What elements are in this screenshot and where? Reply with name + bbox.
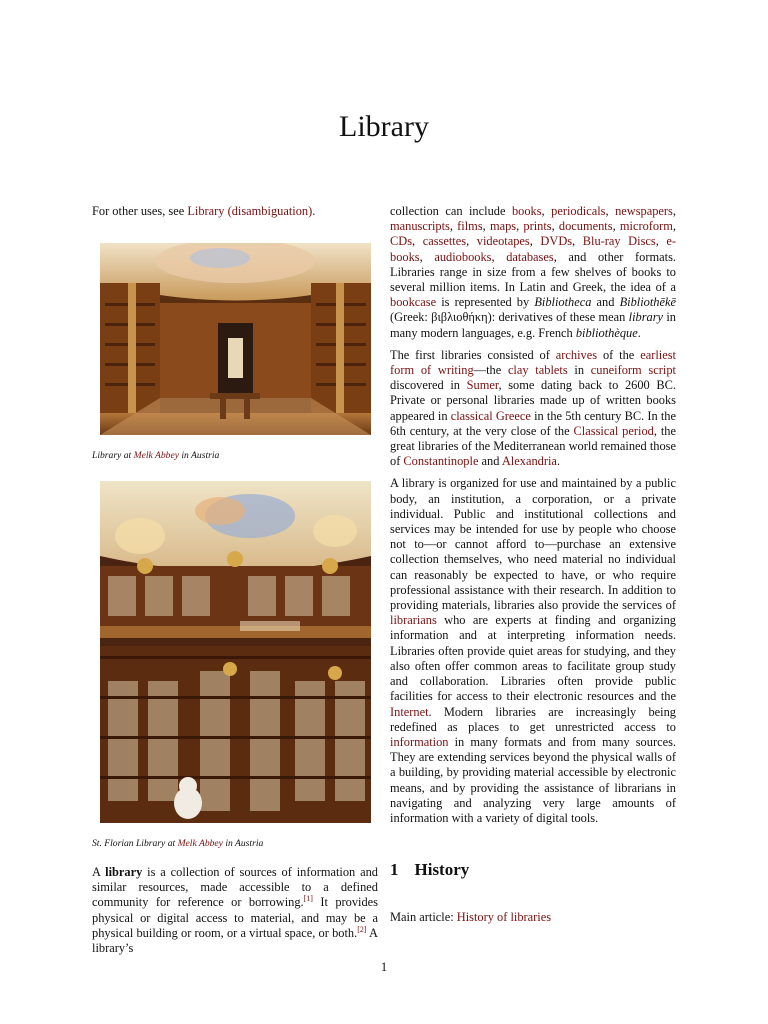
link-sumer[interactable]: Sumer	[466, 378, 499, 393]
link-databases[interactable]: databases	[506, 249, 554, 264]
link-e-books[interactable]: e-books	[390, 234, 677, 264]
link-alexandria[interactable]: Alexandria	[501, 454, 557, 469]
melk-library-photo	[100, 243, 371, 435]
right-column	[390, 204, 676, 833]
link-melk-abbey[interactable]: Melk Abbey	[133, 450, 179, 461]
link-dvds[interactable]: DVDs	[540, 234, 573, 249]
link-documents[interactable]: documents	[558, 219, 613, 234]
link-archives[interactable]: archives	[555, 347, 598, 362]
reference-2[interactable]: [2]	[357, 924, 367, 934]
reference-1[interactable]: [1]	[303, 894, 313, 904]
page-number: 1	[380, 960, 388, 974]
link-library-disambiguation[interactable]: Library (disambiguation)	[187, 204, 313, 218]
link-prints[interactable]: prints	[523, 219, 552, 234]
link-classical-greece[interactable]: classical Greece	[450, 408, 531, 423]
section-number: 1	[390, 860, 399, 879]
first-libraries-paragraph: The first libraries consisted of archives of the earliest form of writing—the clay tablets in cuneiform script discovered in Sumer, some dating back to 2600 BC. Private or personal libraries made up of written books appeared in classical Greece in the 5th century BC. In the 6th century, at the very close of the Classical period, the great libraries of the Mediterranean world remained those of Constantinople and Alexandria.	[390, 347, 676, 469]
link-cds[interactable]: CDs	[390, 234, 413, 249]
figure-caption-1: Library at Melk Abbey in Austria	[92, 450, 220, 461]
link-videotapes[interactable]: videotapes	[476, 234, 530, 249]
link-melk-abbey-2[interactable]: Melk Abbey	[177, 838, 223, 849]
link-clay-tablets[interactable]: clay tablets	[507, 363, 568, 378]
link-information[interactable]: information	[390, 734, 449, 749]
term-library: library	[105, 865, 143, 879]
link-microform[interactable]: microform	[619, 219, 673, 234]
link-books[interactable]: books	[511, 204, 542, 218]
section-heading-history	[390, 860, 469, 880]
main-article-note: Main article: History of libraries	[390, 910, 552, 924]
link-bookcase[interactable]: bookcase	[390, 295, 437, 310]
section-title: History	[414, 860, 470, 879]
page-title: Library	[339, 110, 429, 143]
link-earliest-form-of-writing[interactable]: earliest form of writing	[390, 347, 676, 378]
disambiguation-note: For other uses, see Library (disambiguation).	[92, 204, 316, 218]
link-cassettes[interactable]: cassettes	[422, 234, 467, 249]
figure-caption-2: St. Florian Library at Melk Abbey in Austria	[92, 838, 264, 849]
link-internet[interactable]: Internet	[390, 704, 429, 719]
intro-paragraph: A library is a collection of sources of information and similar resources, made accessible to a defined community for reference or borrowing.[1] It provides physical or digital access to material, and may be a physical building or room, or a virtual space, or both.[2] A library’s	[92, 865, 379, 956]
link-constantinople[interactable]: Constantinople	[403, 454, 479, 469]
link-blu-ray-discs[interactable]: Blu-ray Discs	[582, 234, 656, 249]
link-films[interactable]: films	[457, 219, 483, 234]
link-classical-period[interactable]: Classical period	[573, 423, 654, 438]
link-manuscripts[interactable]: manuscripts	[390, 219, 450, 234]
link-history-of-libraries[interactable]: History of libraries	[456, 910, 552, 924]
collection-paragraph: collection can include books, periodicals, newspapers, manuscripts, films, maps, prints, documents, microform, CDs, cassettes, videotapes, DVDs, Blu-ray Discs, e-books, audiobooks, databases, and other formats. Libraries range in size from a few shelves of books to several million items. In Latin and Greek, the idea of a bookcase is represented by Bibliotheca and Bibliothēkē (Greek: βιβλιοθήκη): derivatives of these mean library in many modern languages, e.g. French bibliothèque.	[390, 204, 677, 340]
organization-paragraph: A library is organized for use and maintained by a public body, an institution, a corporation, or a private individual. Public and institutional collections and services may be intended for use by people who choose not to—or cannot afford to—purchase an extensive collection themselves, who need material no individual can reasonably be expected to have, or who require professional assistance with their research. In addition to providing materials, libraries also provide the services of librarians who are experts at finding and organizing information and at interpreting information needs. Libraries often provide quiet areas for studying, and they also often offer common areas to facilitate group study and collaboration. Libraries often provide public facilities for access to their electronic resources and the Internet. Modern libraries are increasingly being redefined as places to get unrestricted access to information in many formats and from many sources. They are extending services beyond the physical walls of a building, by providing material accessible by electronic means, and by providing the assistance of librarians in navigating and analyzing very large amounts of information with a variety of digital tools.	[390, 476, 676, 825]
link-periodicals[interactable]: periodicals	[551, 204, 606, 218]
link-audiobooks[interactable]: audiobooks	[434, 249, 492, 264]
st-florian-library-photo	[100, 481, 371, 823]
link-cuneiform-script[interactable]: cuneiform script	[590, 363, 676, 378]
link-maps[interactable]: maps	[489, 219, 517, 234]
link-newspapers[interactable]: newspapers	[615, 204, 673, 218]
link-librarians[interactable]: librarians	[390, 613, 437, 628]
